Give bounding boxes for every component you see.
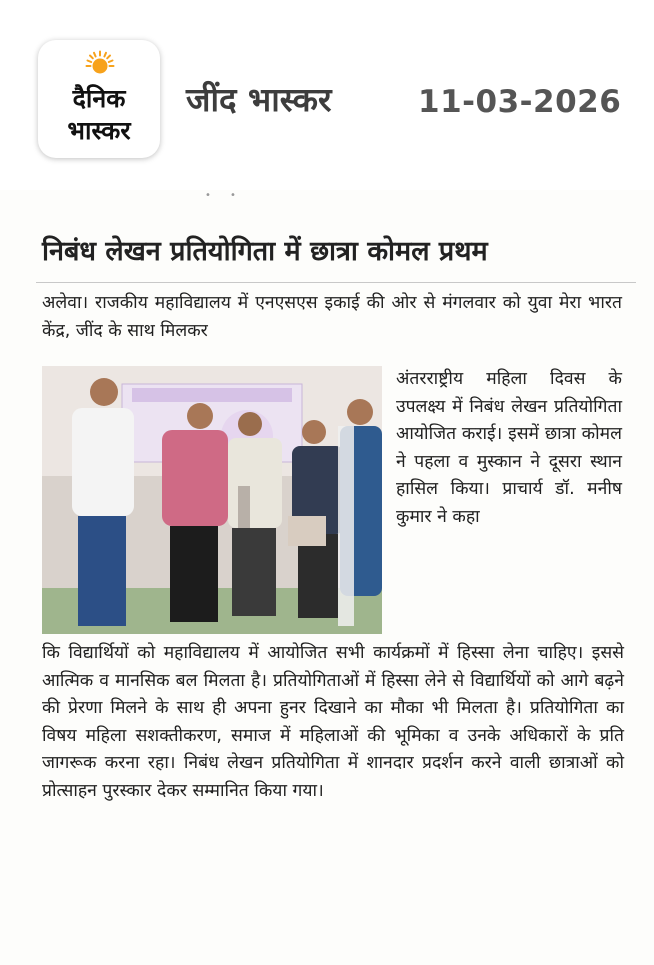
edition-date: 11-03-2026 — [418, 84, 622, 120]
article-side-column: अंतरराष्ट्रीय महिला दिवस के उपलक्ष्य में निबंध लेखन प्रतियोगिता आयोजित कराई। इसमें छात्रा कोमल ने पहला व मुस्कान ने दूसरा स्थान हासिल किया। प्राचार्य डॉ. मनीष कुमार ने कहा — [396, 369, 622, 527]
logo-text-line1: दैनिक — [72, 84, 126, 113]
clipping-edge-marks: • • — [205, 190, 236, 201]
sun-icon — [85, 50, 115, 80]
article-photo — [42, 366, 382, 634]
article-body: कि विद्यार्थियों को महाविद्यालय में आयोजित सभी कार्यक्रमों में हिस्सा लेना चाहिए। इससे आत्मिक व मानसिक बल मिलता है। प्रतियोगिताओं में हिस्सा लेने से विद्यार्थियों को आगे बढ़ने की प्रेरणा मिलने के साथ ही अपना हुनर दिखाने का मौका भी मिलता है। प्रतियोगिता का विषय महिला सशक्तीकरण, समाज में महिलाओं की भूमिका व उनके अधिकारों के प्रति जागरूक करना रहा। निबंध लेखन प्रतियोगिता में शानदार प्रदर्शन करने वाली छात्राओं को प्रोत्साहन पुरस्कार देकर सम्मानित किया गया। — [42, 643, 624, 801]
headline-divider — [36, 282, 636, 283]
article-headline: निबंध लेखन प्रतियोगिता में छात्रा कोमल प्रथम — [42, 236, 488, 267]
dainik-bhaskar-logo[interactable] — [38, 40, 160, 158]
page-header — [0, 0, 654, 175]
edition-title: जींद भास्कर — [186, 80, 332, 119]
news-clipping — [0, 190, 654, 965]
article-intro: अलेवा। राजकीय महाविद्यालय में एनएसएस इकाई की ओर से मंगलवार को युवा मेरा भारत केंद्र, जींद के साथ मिलकर — [42, 293, 622, 341]
logo-text-line2: भास्कर — [67, 116, 131, 145]
